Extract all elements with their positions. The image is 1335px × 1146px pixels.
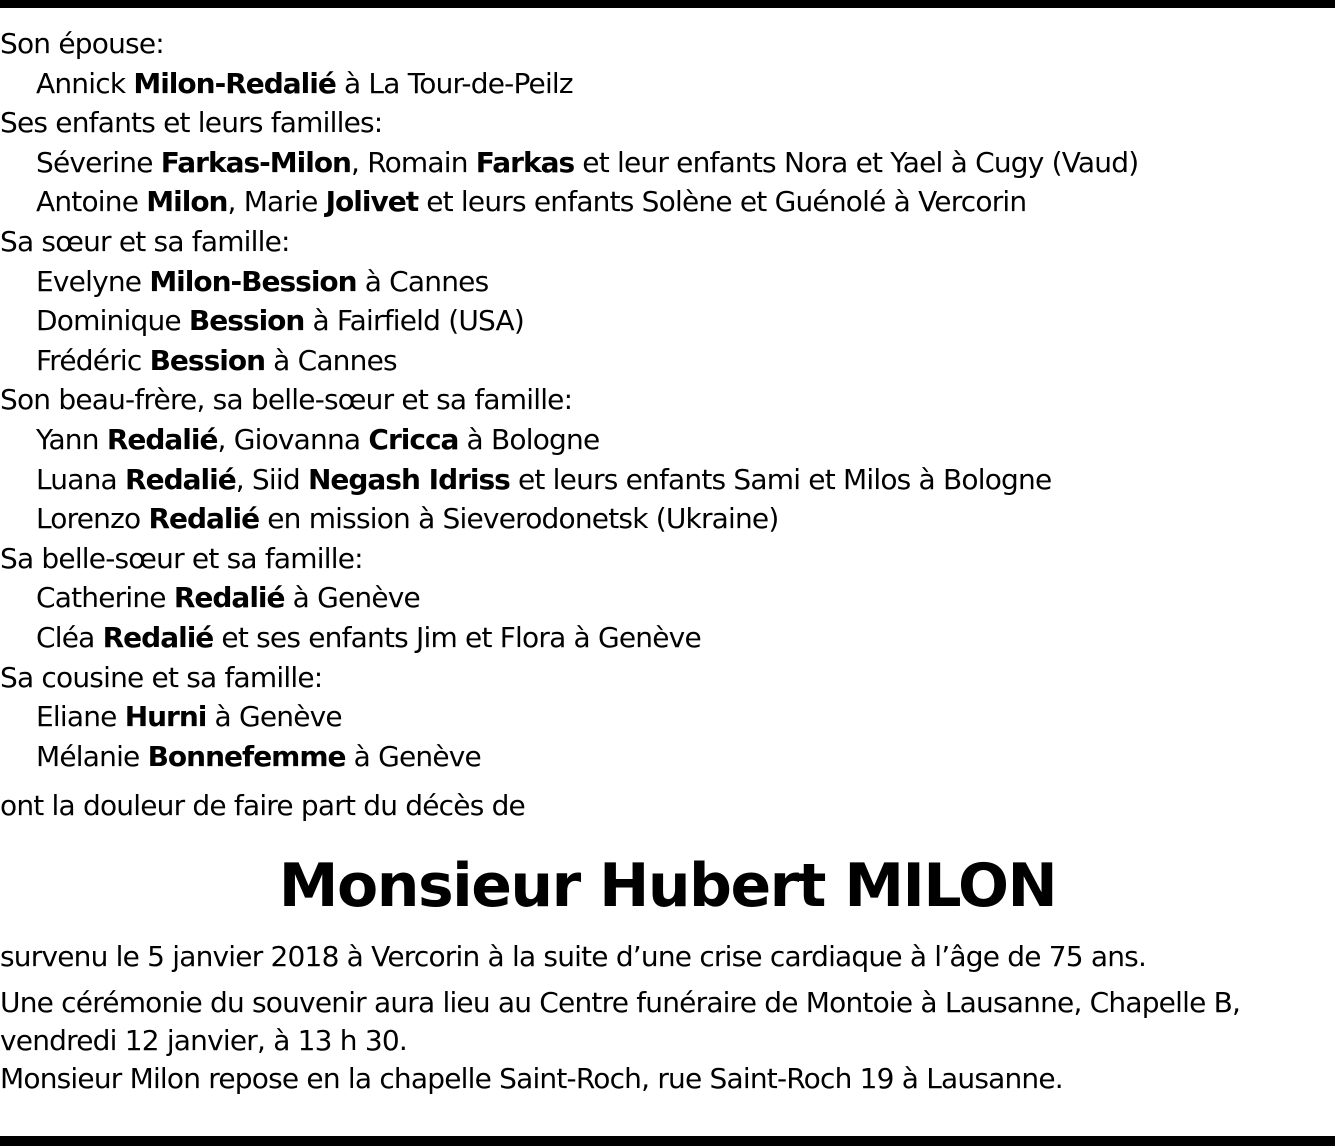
family-member-line — [0, 420, 1335, 460]
family-text: Annick — [36, 66, 134, 100]
announcement-intro: ont la douleur de faire part du décès de — [0, 789, 525, 822]
family-text: à Cannes — [356, 264, 489, 298]
family-group-heading: Sa sœur et sa famille: — [0, 224, 290, 258]
family-text: Dominique — [36, 304, 189, 338]
family-list — [0, 24, 1335, 776]
family-surname: Redalié — [102, 620, 214, 654]
family-surname: Bession — [188, 304, 305, 338]
top-rule — [0, 0, 1335, 8]
family-surname: Redalié — [173, 581, 285, 615]
family-text: , Siid — [235, 462, 308, 496]
family-text: Luana — [36, 462, 126, 496]
family-surname: Farkas-Milon — [160, 145, 351, 179]
family-surname: Milon-Redalié — [133, 66, 336, 100]
announcement-details — [0, 938, 1335, 1098]
family-group-heading: Sa belle-sœur et sa famille: — [0, 541, 363, 575]
family-member-line — [0, 262, 1335, 302]
family-group-heading: Ses enfants et leurs familles: — [0, 106, 383, 140]
family-surname: Hurni — [124, 700, 207, 734]
family-text: Frédéric — [36, 343, 150, 377]
family-member-line — [0, 618, 1335, 658]
family-text: , Marie — [227, 185, 326, 219]
repose-notice: Monsieur Milon repose en la chapelle Saint-Roch, rue Saint-Roch 19 à Lausanne. — [0, 1062, 1063, 1095]
family-surname: Farkas — [475, 145, 575, 179]
family-text: à Genève — [206, 700, 342, 734]
family-text: Séverine — [36, 145, 161, 179]
death-notice: survenu le 5 janvier 2018 à Vercorin à la suite d’une crise cardiaque à l’âge de 75 ans. — [0, 940, 1147, 973]
family-text: et leurs enfants Solène et Guénolé à Vercorin — [418, 185, 1027, 219]
ceremony-line-1: Une cérémonie du souvenir aura lieu au Centre funéraire de Montoie à Lausanne, Chapelle B, — [0, 986, 1241, 1019]
family-surname: Milon-Bession — [149, 264, 357, 298]
family-member-line — [0, 578, 1335, 618]
family-text: en mission à Sieverodonetsk (Ukraine) — [259, 502, 779, 536]
family-text: et ses enfants Jim et Flora à Genève — [213, 620, 701, 654]
family-text: à Bologne — [458, 422, 600, 456]
family-group-heading: Sa cousine et sa famille: — [0, 660, 323, 694]
family-text: Mélanie — [36, 739, 148, 773]
bottom-rule — [0, 1136, 1335, 1146]
family-member-line — [0, 460, 1335, 500]
family-surname: Jolivet — [325, 185, 419, 219]
family-text: Catherine — [36, 581, 174, 615]
family-surname: Redalié — [125, 462, 236, 496]
family-member-line — [0, 143, 1335, 183]
family-surname: Bonnefemme — [147, 739, 346, 773]
family-surname: Milon — [146, 185, 228, 219]
family-text: Antoine — [36, 185, 147, 219]
family-group-heading: Son épouse: — [0, 27, 164, 60]
family-surname: Bession — [149, 343, 266, 377]
family-member-line — [0, 341, 1335, 381]
family-member-line — [0, 499, 1335, 539]
ceremony-line-2: vendredi 12 janvier, à 13 h 30. — [0, 1024, 407, 1057]
family-text: Cléa — [36, 620, 103, 654]
family-text: à La Tour-de-Peilz — [335, 66, 573, 100]
family-text: à Genève — [284, 581, 420, 615]
deceased-name: Monsieur Hubert MILON — [278, 851, 1057, 921]
family-surname: Redalié — [148, 502, 260, 536]
family-text: à Genève — [345, 739, 481, 773]
family-member-line — [0, 64, 1335, 104]
family-text: et leurs enfants Sami et Milos à Bologne — [509, 462, 1052, 496]
family-text: Evelyne — [36, 264, 150, 298]
family-surname: Negash Idriss — [307, 462, 510, 496]
family-text: , Romain — [351, 145, 476, 179]
family-member-line — [0, 697, 1335, 737]
family-group-heading: Son beau-frère, sa belle-sœur et sa famille: — [0, 383, 573, 417]
family-member-line — [0, 182, 1335, 222]
family-text: à Fairfield (USA) — [304, 304, 525, 338]
family-text: et leur enfants Nora et Yael à Cugy (Vaud) — [574, 145, 1139, 179]
family-text: , Giovanna — [217, 422, 369, 456]
family-surname: Cricca — [368, 422, 459, 456]
family-text: Yann — [36, 422, 107, 456]
family-text: Lorenzo — [36, 502, 149, 536]
family-text: Eliane — [36, 700, 125, 734]
family-text: à Cannes — [265, 343, 397, 377]
family-member-line — [0, 301, 1335, 341]
family-member-line — [0, 737, 1335, 777]
family-surname: Redalié — [106, 422, 218, 456]
